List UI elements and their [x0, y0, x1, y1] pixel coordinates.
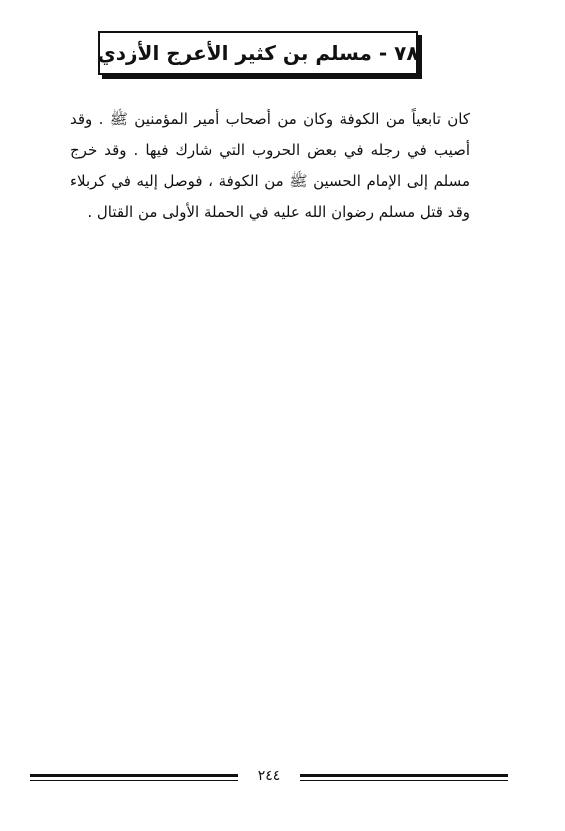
chapter-title: ٧٨ - مسلم بن كثير الأعرج الأزدي	[97, 41, 419, 65]
footer-rule-right	[300, 774, 508, 777]
chapter-title-box	[98, 31, 418, 75]
page-footer	[30, 768, 508, 792]
footer-rule-left	[30, 774, 238, 777]
page-number: ٢٤٤	[257, 768, 281, 784]
body-paragraph: كان تابعياً من الكوفة وكان من أصحاب أمير المؤمنين ﷺ . وقد أصيب في رجله في بعض الحروب التي شارك فيها . وقد خرج مسلم إلى الإمام الحسين ﷺ من الكوفة ، فوصل إليه في كربلاء وقد قتل مسلم رضوان الله عليه في الحملة الأولى من القتال .	[70, 110, 470, 221]
body-text	[70, 104, 470, 228]
